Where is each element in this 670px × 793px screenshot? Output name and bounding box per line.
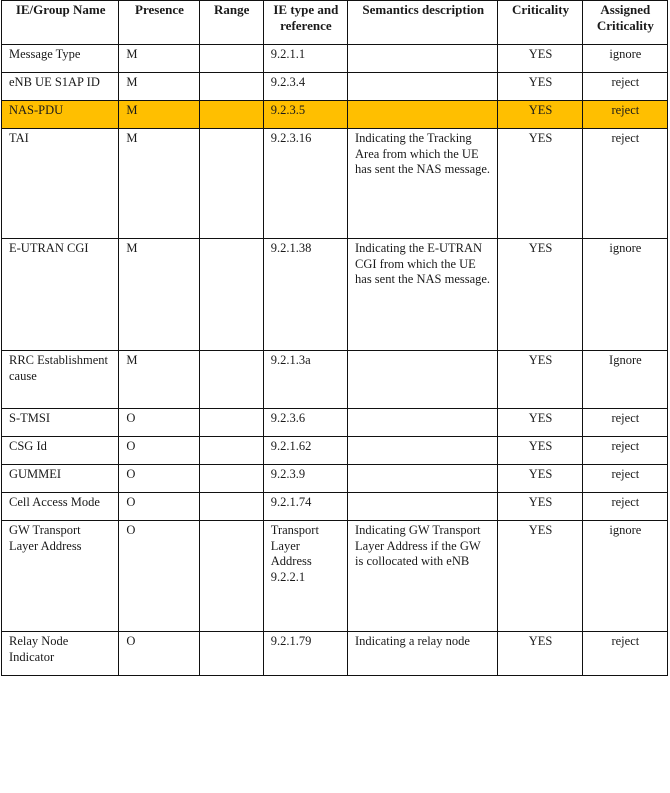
cell-range <box>199 129 263 239</box>
cell-criticality: YES <box>498 437 582 465</box>
cell-range <box>199 465 263 493</box>
cell-ie-type: 9.2.1.62 <box>263 437 347 465</box>
cell-ie-type: 9.2.1.79 <box>263 632 347 676</box>
cell-criticality: YES <box>498 129 582 239</box>
cell-semantics <box>348 493 498 521</box>
cell-ie-type: 9.2.3.9 <box>263 465 347 493</box>
table-row <box>2 437 668 465</box>
cell-semantics <box>348 45 498 73</box>
table-row <box>2 493 668 521</box>
cell-range <box>199 73 263 101</box>
cell-ie-name: Message Type <box>2 45 119 73</box>
cell-semantics <box>348 73 498 101</box>
cell-range <box>199 521 263 632</box>
table-row <box>2 73 668 101</box>
header-range: Range <box>199 1 263 45</box>
cell-presence: M <box>119 45 199 73</box>
cell-ie-name: CSG Id <box>2 437 119 465</box>
cell-assigned-criticality: reject <box>582 73 667 101</box>
cell-range <box>199 409 263 437</box>
cell-presence: O <box>119 437 199 465</box>
cell-criticality: YES <box>498 73 582 101</box>
cell-presence: O <box>119 409 199 437</box>
cell-criticality: YES <box>498 409 582 437</box>
cell-criticality: YES <box>498 632 582 676</box>
cell-assigned-criticality: reject <box>582 437 667 465</box>
cell-criticality: YES <box>498 101 582 129</box>
cell-ie-type: 9.2.3.4 <box>263 73 347 101</box>
cell-semantics <box>348 437 498 465</box>
table-row <box>2 239 668 351</box>
cell-criticality: YES <box>498 465 582 493</box>
table-row <box>2 409 668 437</box>
cell-ie-type: 9.2.1.74 <box>263 493 347 521</box>
cell-semantics <box>348 351 498 409</box>
header-semantics: Semantics description <box>348 1 498 45</box>
table-row <box>2 632 668 676</box>
cell-assigned-criticality: reject <box>582 101 667 129</box>
cell-ie-name: GW Transport Layer Address <box>2 521 119 632</box>
cell-ie-name: TAI <box>2 129 119 239</box>
table-row <box>2 45 668 73</box>
cell-assigned-criticality: ignore <box>582 521 667 632</box>
cell-assigned-criticality: Ignore <box>582 351 667 409</box>
header-assigned-criticality: Assigned Criticality <box>582 1 667 45</box>
cell-ie-name: S-TMSI <box>2 409 119 437</box>
cell-range <box>199 45 263 73</box>
cell-assigned-criticality: reject <box>582 129 667 239</box>
ie-table <box>1 0 668 676</box>
cell-range <box>199 351 263 409</box>
cell-assigned-criticality: reject <box>582 493 667 521</box>
cell-ie-type: Transport Layer Address 9.2.2.1 <box>263 521 347 632</box>
table-row <box>2 351 668 409</box>
cell-assigned-criticality: reject <box>582 409 667 437</box>
cell-presence: O <box>119 632 199 676</box>
cell-criticality: YES <box>498 239 582 351</box>
header-ie-group-name: IE/Group Name <box>2 1 119 45</box>
table-row <box>2 521 668 632</box>
cell-semantics: Indicating a relay node <box>348 632 498 676</box>
cell-presence: M <box>119 129 199 239</box>
cell-ie-name: RRC Establishment cause <box>2 351 119 409</box>
cell-criticality: YES <box>498 351 582 409</box>
cell-presence: M <box>119 73 199 101</box>
cell-criticality: YES <box>498 493 582 521</box>
cell-semantics: Indicating GW Transport Layer Address if the GW is collocated with eNB <box>348 521 498 632</box>
cell-ie-type: 9.2.1.1 <box>263 45 347 73</box>
table-row <box>2 465 668 493</box>
header-criticality: Criticality <box>498 1 582 45</box>
cell-presence: O <box>119 521 199 632</box>
cell-criticality: YES <box>498 521 582 632</box>
cell-semantics <box>348 409 498 437</box>
header-row <box>2 1 668 45</box>
cell-semantics <box>348 465 498 493</box>
header-presence: Presence <box>119 1 199 45</box>
cell-ie-name: GUMMEI <box>2 465 119 493</box>
cell-presence: O <box>119 465 199 493</box>
cell-ie-name: E-UTRAN CGI <box>2 239 119 351</box>
cell-semantics <box>348 101 498 129</box>
cell-presence: M <box>119 101 199 129</box>
cell-ie-type: 9.2.1.3a <box>263 351 347 409</box>
cell-assigned-criticality: reject <box>582 632 667 676</box>
cell-ie-type: 9.2.3.6 <box>263 409 347 437</box>
cell-range <box>199 437 263 465</box>
cell-range <box>199 493 263 521</box>
cell-assigned-criticality: ignore <box>582 239 667 351</box>
cell-semantics: Indicating the Tracking Area from which the UE has sent the NAS message. <box>348 129 498 239</box>
cell-ie-name: Relay Node Indicator <box>2 632 119 676</box>
cell-presence: M <box>119 351 199 409</box>
cell-range <box>199 239 263 351</box>
header-ie-type: IE type and reference <box>263 1 347 45</box>
cell-range <box>199 101 263 129</box>
cell-ie-name: Cell Access Mode <box>2 493 119 521</box>
table-row <box>2 101 668 129</box>
cell-presence: O <box>119 493 199 521</box>
table-row <box>2 129 668 239</box>
cell-ie-type: 9.2.3.16 <box>263 129 347 239</box>
cell-range <box>199 632 263 676</box>
cell-ie-name: eNB UE S1AP ID <box>2 73 119 101</box>
cell-presence: M <box>119 239 199 351</box>
cell-ie-type: 9.2.3.5 <box>263 101 347 129</box>
cell-assigned-criticality: reject <box>582 465 667 493</box>
cell-ie-type: 9.2.1.38 <box>263 239 347 351</box>
cell-assigned-criticality: ignore <box>582 45 667 73</box>
cell-ie-name: NAS-PDU <box>2 101 119 129</box>
cell-criticality: YES <box>498 45 582 73</box>
cell-semantics: Indicating the E-UTRAN CGI from which the UE has sent the NAS message. <box>348 239 498 351</box>
